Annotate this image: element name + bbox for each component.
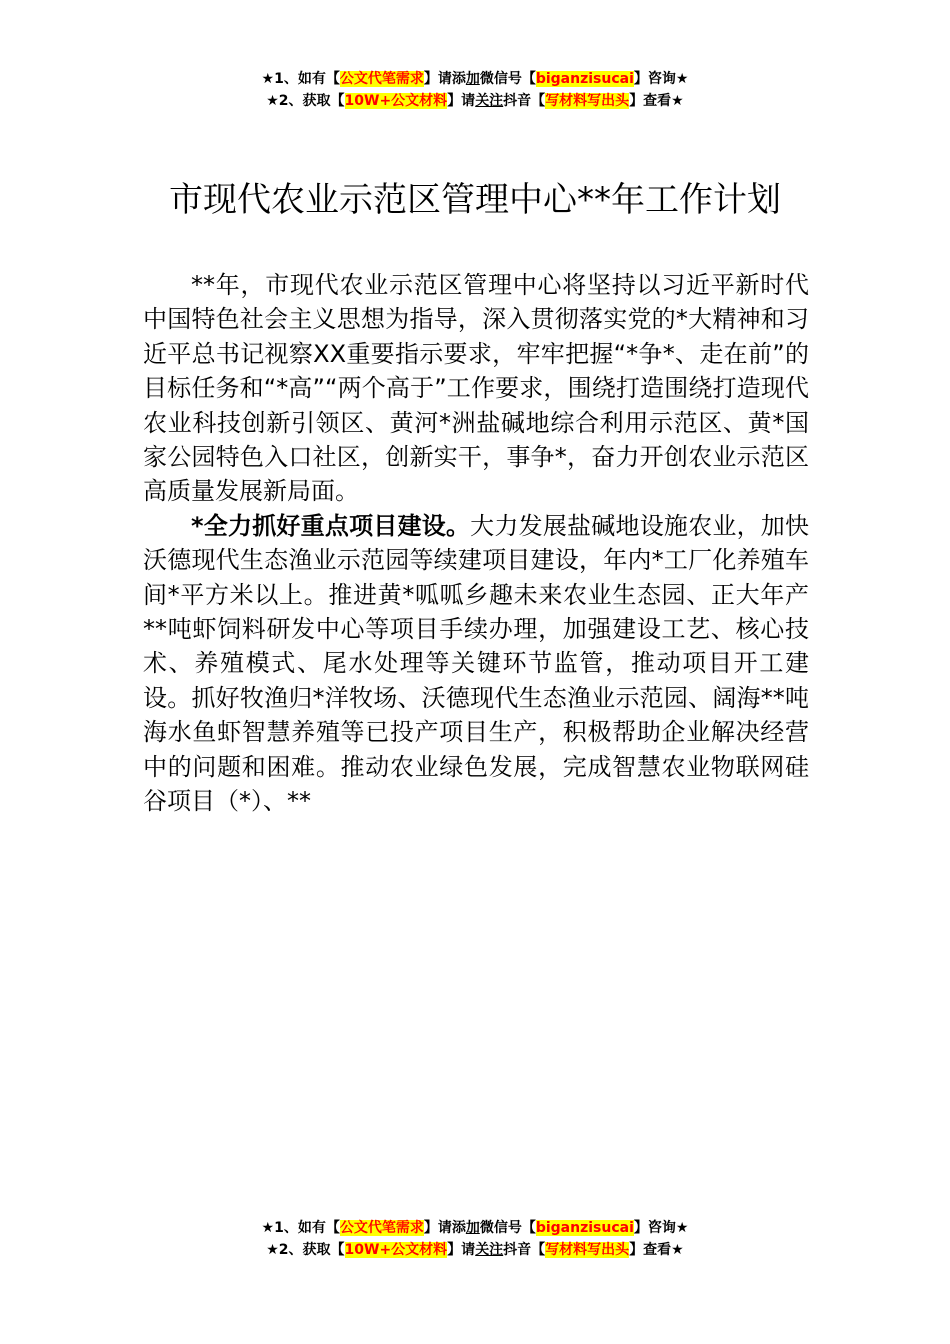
document-body (143, 268, 809, 819)
promo-douyin-id: 写材料写出头 (545, 93, 630, 109)
promo-text: 】咨询★ (633, 1220, 689, 1236)
promo-text: 抖音【 (503, 1242, 546, 1258)
header-promo-banner (0, 68, 950, 112)
promo-highlight: 公文代笔需求 (339, 71, 424, 87)
paragraph-text: 大力发展盐碱地设施农业，加快沃德现代生态渔业示范园等续建项目建设，年内*工厂化养殖车间*平方米以上。推进黄*呱呱乡趣未来农业生态园、正大年产**吨虾饲料研发中心等项目手续办理，加强建设工艺、核心技术、养殖模式、尾水处理等关键环节监管，推动项目开工建设。抓好牧渔归*洋牧场、沃德现代生态渔业示范园、阔海**吨海水鱼虾智慧养殖等已投产项目生产，积极帮助企业解决经营中的问题和困难。推动农业绿色发展，完成智慧农业物联网硅谷项目（*）、** (143, 511, 809, 816)
promo-text: ★1、如有【 (261, 71, 340, 87)
promo-underline: 关注 (475, 1242, 504, 1258)
promo-text: 】请 (447, 1242, 476, 1258)
promo-underline: 加 (465, 71, 480, 87)
footer-promo-banner (0, 1217, 950, 1261)
promo-text: 】咨询★ (633, 71, 689, 87)
promo-line-2 (0, 1239, 950, 1261)
promo-text: 】请 (447, 93, 476, 109)
promo-text: ★1、如有【 (261, 1220, 340, 1236)
promo-text: ★2、获取【 (266, 1242, 345, 1258)
section-heading: *全力抓好重点项目建设。 (191, 511, 471, 540)
promo-wechat-id: biganzisucai (535, 1220, 634, 1236)
promo-text: 微信号【 (479, 71, 536, 87)
promo-line-1 (0, 1217, 950, 1239)
promo-underline: 加 (465, 1220, 480, 1236)
promo-highlight: 10W+公文材料 (344, 93, 448, 109)
promo-line-1 (0, 68, 950, 90)
promo-highlight: 10W+公文材料 (344, 1242, 448, 1258)
promo-text: 】请添 (423, 1220, 466, 1236)
promo-text: 微信号【 (479, 1220, 536, 1236)
promo-text: 抖音【 (503, 93, 546, 109)
promo-text: 】查看★ (629, 1242, 684, 1258)
promo-text: ★2、获取【 (266, 93, 345, 109)
promo-line-2 (0, 90, 950, 112)
promo-text: 】请添 (423, 71, 466, 87)
promo-highlight: 公文代笔需求 (339, 1220, 424, 1236)
promo-wechat-id: biganzisucai (535, 71, 634, 87)
promo-text: 】查看★ (629, 93, 684, 109)
paragraph-key-projects (143, 509, 809, 819)
promo-douyin-id: 写材料写出头 (545, 1242, 630, 1258)
paragraph-intro: **年，市现代农业示范区管理中心将坚持以习近平新时代中国特色社会主义思想为指导，深入贯彻落实党的*大精神和习近平总书记视察XX重要指示要求，牢牢把握“*争*、走在前”的目标任务和“*高”“两个高于”工作要求，围绕打造围绕打造现代农业科技创新引领区、黄河*洲盐碱地综合利用示范区、黄*国家公园特色入口社区，创新实干，事争*，奋力开创农业示范区高质量发展新局面。 (143, 271, 809, 506)
document-title: 市现代农业示范区管理中心**年工作计划 (169, 180, 781, 220)
promo-underline: 关注 (475, 93, 504, 109)
